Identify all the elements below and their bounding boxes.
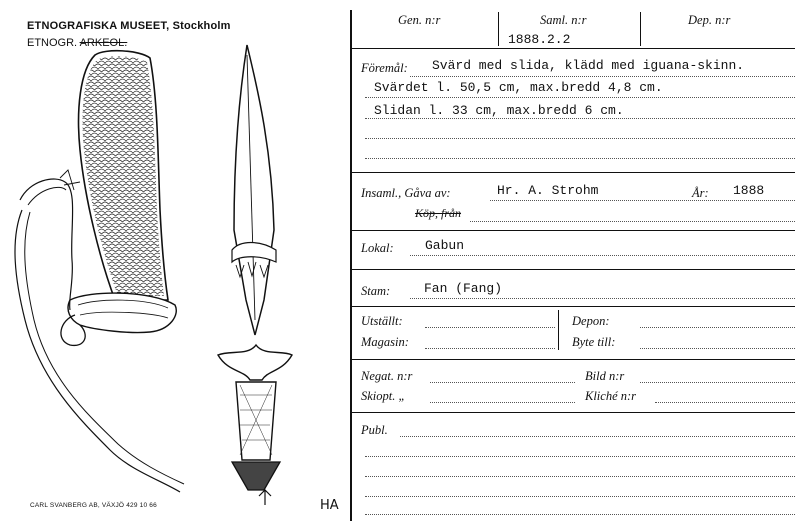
utstallt-label: Utställt: bbox=[361, 314, 403, 328]
stam-label: Stam: bbox=[361, 284, 391, 298]
negat-nr-label: Negat. n:r bbox=[361, 369, 413, 383]
rule-lokal bbox=[350, 269, 795, 270]
bild-nr-label: Bild n:r bbox=[585, 369, 625, 383]
dotted-line bbox=[430, 382, 575, 383]
foremal-label: Föremål: bbox=[361, 61, 408, 75]
dotted-line bbox=[430, 402, 575, 403]
dotted-line bbox=[640, 382, 795, 383]
dotted-line bbox=[365, 138, 795, 139]
dotted-line bbox=[365, 158, 795, 159]
dotted-line bbox=[365, 118, 795, 119]
lokal-value: Gabun bbox=[425, 238, 465, 253]
dotted-line bbox=[365, 496, 795, 497]
department-prefix: ETNOGR. bbox=[27, 37, 78, 49]
kliche-nr-label: Kliché n:r bbox=[585, 389, 637, 403]
rule-negat bbox=[350, 412, 795, 413]
dotted-line bbox=[425, 348, 555, 349]
dotted-line bbox=[410, 255, 795, 256]
rule-stam bbox=[350, 306, 795, 307]
dotted-line bbox=[410, 76, 795, 77]
dotted-line bbox=[470, 221, 795, 222]
saml-nr-value: 1888.2.2 bbox=[508, 32, 571, 47]
dotted-line bbox=[410, 298, 795, 299]
department-struck: ARKEOL. bbox=[79, 37, 128, 49]
dotted-line bbox=[640, 327, 795, 328]
insaml-value: Hr. A. Strohm bbox=[497, 183, 599, 198]
depon-divider bbox=[558, 310, 559, 350]
museum-name: ETNOGRAFISKA MUSEET, Stockholm bbox=[27, 20, 231, 32]
magasin-label: Magasin: bbox=[361, 335, 409, 349]
stam-value: Fan (Fang) bbox=[424, 281, 503, 296]
top-divider-2 bbox=[640, 12, 641, 46]
dotted-line bbox=[655, 402, 795, 403]
skiopt-label: Skiopt. „ bbox=[361, 389, 406, 403]
depon-label: Depon: bbox=[572, 314, 610, 328]
rule-utstallt bbox=[350, 359, 795, 360]
sword-sheath-drawing bbox=[0, 40, 345, 510]
dotted-line bbox=[640, 348, 795, 349]
publ-label: Publ. bbox=[361, 423, 388, 437]
handwritten-initials: HA bbox=[320, 498, 339, 513]
saml-nr-label: Saml. n:r bbox=[540, 13, 587, 27]
dep-nr-label: Dep. n:r bbox=[688, 13, 731, 27]
foremal-line-2: Svärdet l. 50,5 cm, max.bredd 4,8 cm. bbox=[374, 80, 663, 95]
dotted-line bbox=[365, 476, 795, 477]
insaml-label: Insaml., Gåva av: bbox=[361, 186, 451, 200]
sheath-drawing bbox=[15, 51, 184, 492]
foremal-line-1: Svärd med slida, klädd med iguana-skinn. bbox=[432, 58, 745, 73]
rule-top bbox=[350, 48, 795, 49]
rule-insaml bbox=[350, 230, 795, 231]
ar-value: 1888 bbox=[733, 183, 765, 198]
dotted-line bbox=[365, 456, 795, 457]
dotted-line bbox=[365, 514, 795, 515]
rule-foremal bbox=[350, 172, 795, 173]
kop-fran-struck: Köp, från bbox=[415, 206, 462, 220]
sword-drawing bbox=[218, 45, 292, 505]
top-divider-1 bbox=[498, 12, 499, 46]
printer-imprint: CARL SVANBERG AB, VÄXJÖ 429 10 66 bbox=[30, 502, 157, 509]
lokal-label: Lokal: bbox=[361, 241, 394, 255]
card-left-border bbox=[350, 10, 352, 521]
dotted-line bbox=[490, 200, 795, 201]
dotted-line bbox=[425, 327, 555, 328]
foremal-line-3: Slidan l. 33 cm, max.bredd 6 cm. bbox=[374, 103, 624, 118]
ar-label: År: bbox=[692, 186, 709, 200]
dotted-line bbox=[400, 436, 795, 437]
gen-nr-label: Gen. n:r bbox=[398, 13, 441, 27]
dotted-line bbox=[365, 97, 795, 98]
byte-till-label: Byte till: bbox=[572, 335, 616, 349]
